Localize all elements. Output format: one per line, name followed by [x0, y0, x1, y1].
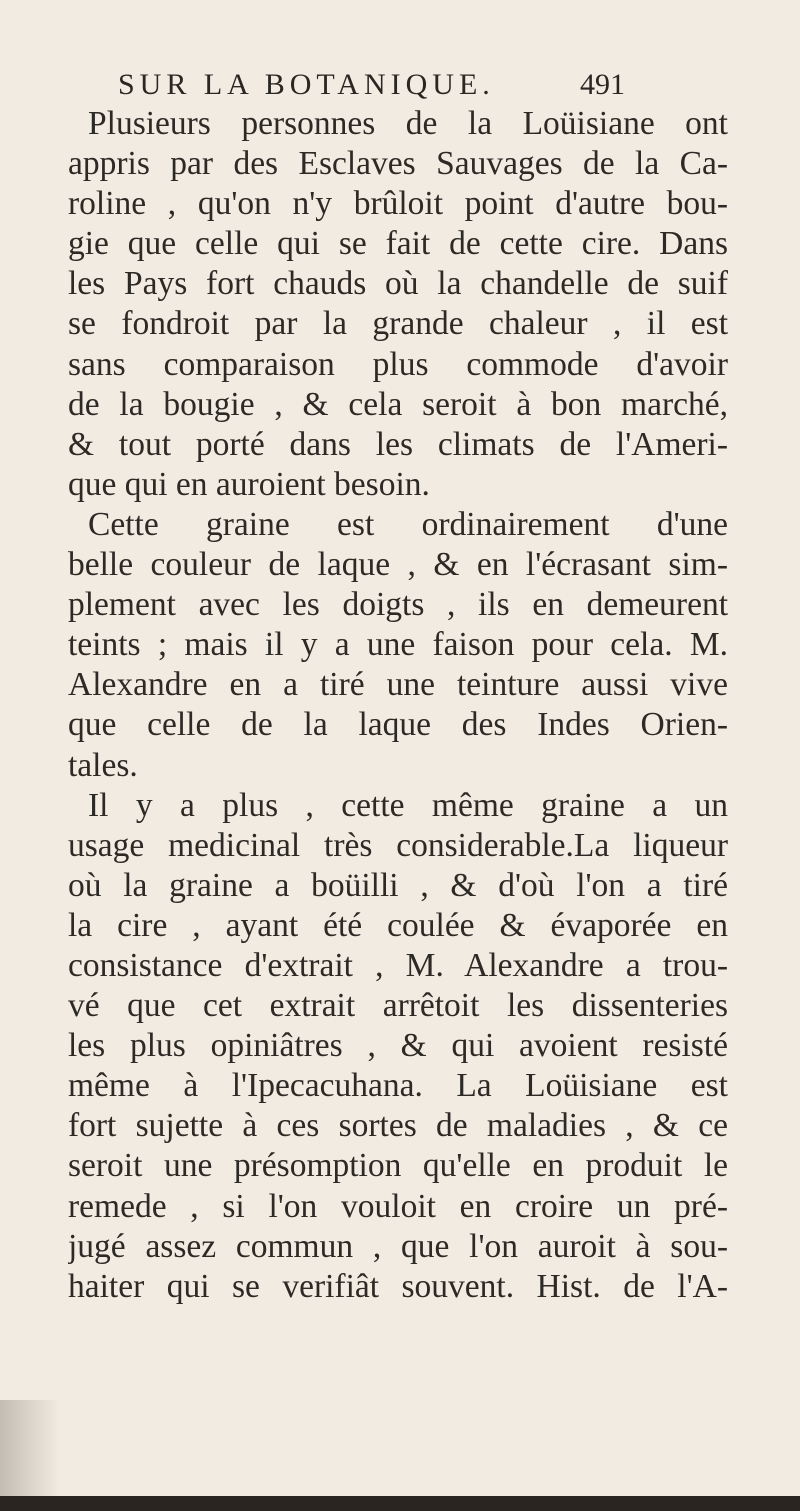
text-line: belle couleur de laque , & en l'écrasant sim- — [68, 546, 728, 584]
text-line: Cette graine est ordinairement d'une — [88, 505, 728, 543]
text-line: vé que cet extrait arrêtoit les dissenteries — [68, 987, 728, 1025]
text-line: les Pays fort chauds où la chandelle de suif — [68, 265, 728, 303]
text-line: usage medicinal très considerable.La liqueur — [68, 826, 728, 864]
text-line: Alexandre en a tiré une teinture aussi vive — [68, 666, 728, 704]
text-line: Plusieurs personnes de la Loüisiane ont — [88, 105, 728, 142]
text-line: gie que celle qui se fait de cette cire. Dans — [68, 225, 728, 263]
text-line: les plus opiniâtres , & qui avoient resisté — [68, 1027, 728, 1065]
body-text — [68, 104, 728, 1307]
page-number: 491 — [580, 68, 625, 101]
text-line: fort sujette à ces sortes de maladies , & ce — [68, 1107, 728, 1145]
page-bottom-edge — [0, 1496, 800, 1511]
text-line: consistance d'extrait , M. Alexandre a trou- — [68, 946, 728, 984]
text-line: jugé assez commun , que l'on auroit à sou- — [68, 1227, 728, 1265]
text-line: roline , qu'on n'y brûloit point d'autre bou- — [68, 185, 728, 223]
text-line: seroit une présomption qu'elle en produit le — [68, 1147, 728, 1185]
text-line: même à l'Ipecacuhana. La Loüisiane est — [68, 1067, 728, 1105]
text-line: plement avec les doigts , ils en demeurent — [68, 586, 728, 624]
text-line: & tout porté dans les climats de l'Ameri- — [68, 425, 728, 463]
running-title: SUR LA BOTANIQUE. — [118, 68, 495, 101]
text-line: où la graine a boüilli , & d'où l'on a tiré — [68, 866, 728, 904]
text-line: que qui en auroient besoin. — [68, 465, 430, 503]
text-line: teints ; mais il y a une faison pour cela. M. — [68, 626, 728, 664]
text-line: remede , si l'on vouloit en croire un pré- — [68, 1187, 728, 1225]
text-line: de la bougie , & cela seroit à bon marché, — [68, 385, 728, 423]
text-line: sans comparaison plus commode d'avoir — [68, 345, 728, 383]
page-shadow — [0, 1400, 60, 1496]
text-line: appris par des Esclaves Sauvages de la Ca- — [68, 145, 728, 183]
text-line: haiter qui se verifiât souvent. Hist. de l'A- — [68, 1267, 728, 1305]
text-line: la cire , ayant été coulée & évaporée en — [68, 906, 728, 944]
text-line: Il y a plus , cette même graine a un — [88, 786, 728, 824]
page-header — [0, 68, 800, 108]
text-line: tales. — [68, 746, 138, 784]
text-line: se fondroit par la grande chaleur , il est — [68, 305, 728, 343]
text-line: que celle de la laque des Indes Orien- — [68, 706, 728, 744]
